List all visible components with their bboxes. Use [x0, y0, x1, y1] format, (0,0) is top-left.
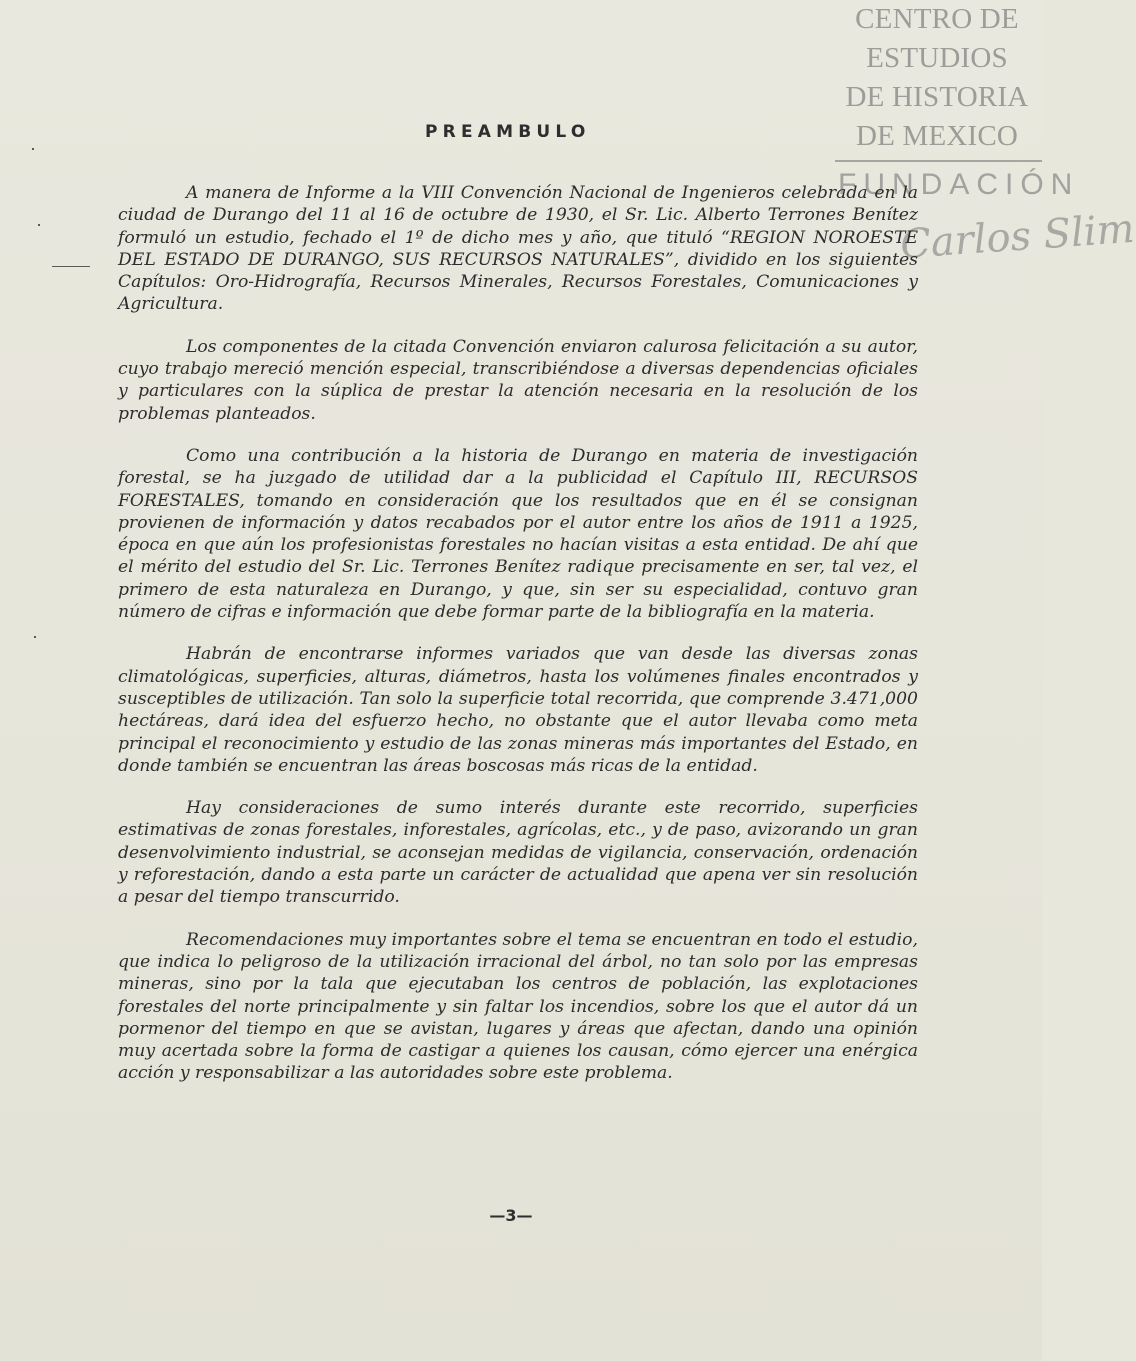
margin-mark: [52, 266, 90, 267]
page-number: [0, 1206, 1042, 1225]
watermark-divider: [835, 160, 1042, 162]
signature-mark: Carlos Slim: [898, 205, 1136, 269]
watermark-line: DE HISTORIA: [845, 81, 1029, 113]
paragraph: Hay consideraciones de sumo interés durante este recorrido, superficies estimativas de zonas forestales, inforestales, agrícolas, etc., y de paso, avizorando un gran desenvolvimiento industrial, se aconsejan medidas de vigilancia, conservación, ordenación y reforestación, dando a esta parte un carácter de actualidad que apena ver sin resolución a pesar del tiempo transcurrido.: [118, 798, 918, 908]
paragraph: Los componentes de la citada Convención enviaron calurosa felicitación a su autor, cuyo trabajo mereció mención especial, transcribiéndose a diversas dependencias oficiales y particulares con la súplica de prestar la atención necesaria en la resolución de los problemas planteados.: [118, 336, 918, 424]
body-text: [118, 182, 918, 1105]
paragraph: A manera de Informe a la VIII Convención Nacional de Ingenieros celebrada en la ciudad de Durango del 11 al 16 de octubre de 1930, el Sr. Lic. Alberto Terrones Benítez formuló un estudio, fechado el 1º de dicho mes y año, que tituló “REGION NOROESTE DEL ESTADO DE DURANGO, SUS RECURSOS NATURALES”, dividido en los siguientes Capítulos: Oro-Hidrografía, Recursos Minerales, Recursos Forestales, Comunicaciones y Agricultura.: [118, 183, 918, 315]
paragraph: Como una contribución a la historia de Durango en materia de investigación forestal, se ha juzgado de utilidad dar a la publicidad el Capítulo III, RECURSOS FORESTALES, tomando en consideración que los resultados que en él se consignan provienen de información y datos recabados por el autor entre los años de 1911 a 1925, época en que aún los profesionistas forestales no hacían visitas a esta entidad. De ahí que el mérito del estudio del Sr. Lic. Terrones Benítez radique precisamente en ser, tal vez, el primero de esta naturaleza en Durango, y que, sin ser su especialidad, contuvo gran número de cifras e información que debe formar parte de la bibliografía en la materia.: [118, 445, 918, 623]
paragraph: Recomendaciones muy importantes sobre el tema se encuentran en todo el estudio, que indica lo peligroso de la utilización irracional del árbol, no tan solo por las empresas mineras, sino por la tala que ejecutaban los centros de población, las explotaciones forestales del norte principalmente y sin faltar los incendios, sobre los que el autor dá un pormenor del tiempo en que se avistan, lugares y áreas que afectan, dando una opinión muy acertada sobre la forma de castigar a quienes los causan, cómo ejercer una enérgica acción y responsabilizar a las autoridades sobre este problema.: [118, 929, 918, 1084]
page-title: PREAMBULO: [425, 122, 591, 142]
paragraph: Habrán de encontrarse informes variados que van desde las diversas zonas climatológicas, superficies, alturas, diámetros, hasta los volúmenes finales encontrados y susceptibles de utilización. Tan solo la superficie total recorrida, que comprende 3.471,000 hectáreas, dará idea del esfuerzo hecho, no obstante que el autor llevaba como meta principal el reconocimiento y estudio de las zonas mineras más importantes del Estado, en donde también se encuentran las áreas boscosas más ricas de la entidad.: [118, 644, 918, 776]
watermark-line: CENTRO DE: [855, 3, 1019, 35]
margin-mark: [34, 636, 36, 638]
archive-watermark: [832, 0, 1042, 156]
watermark-line: ESTUDIOS: [866, 42, 1008, 74]
watermark-line: DE MEXICO: [855, 120, 1019, 152]
margin-mark: [32, 148, 34, 150]
foundation-label: FUNDACIÓN: [838, 168, 1080, 201]
page-number-text: —3—: [489, 1206, 533, 1225]
margin-mark: [38, 224, 40, 226]
